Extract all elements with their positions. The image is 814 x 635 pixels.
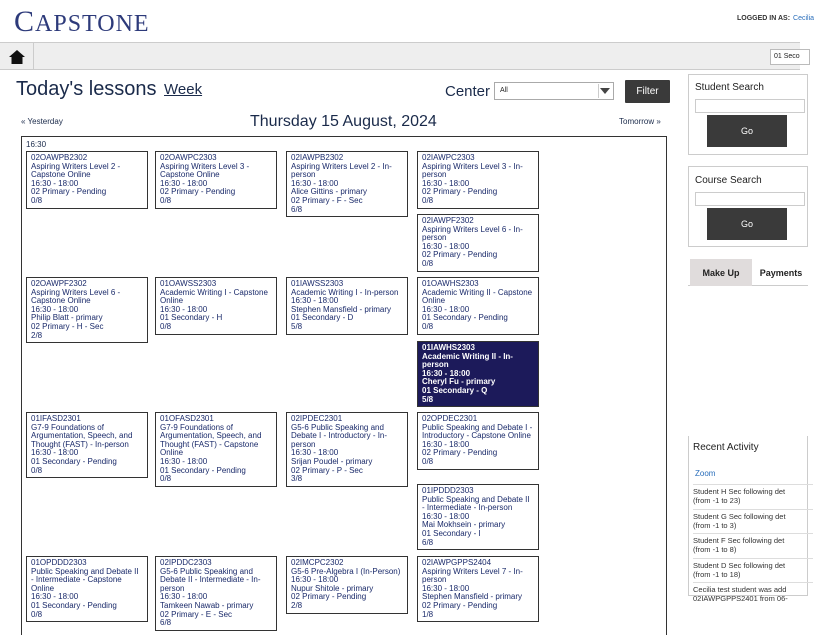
- lesson-line: G5-6 Public Speaking and Debate II - Intermediate - In-person: [160, 566, 261, 593]
- lesson-line: 16:30 - 18:00: [422, 368, 471, 378]
- tab-make-up[interactable]: Make Up: [690, 259, 752, 286]
- lesson-line: 16:30 - 18:00: [422, 304, 470, 314]
- lesson-line: 16:30 - 18:00: [422, 439, 470, 449]
- lesson-line: 1/8: [422, 609, 434, 619]
- capstone-logo[interactable]: [14, 5, 150, 39]
- lesson-line: 02 Primary - Pending: [160, 187, 236, 197]
- lesson-line: G5-6 Pre-Algebra I (In-Person): [291, 566, 401, 576]
- lesson-line: 02IAWPB2302: [291, 153, 344, 162]
- sidebar-tabs: [688, 259, 808, 286]
- nav-select[interactable]: 01 Seco: [770, 49, 810, 65]
- lesson-line: Mai Mokhsein - primary: [422, 520, 506, 530]
- lesson-card[interactable]: [286, 151, 408, 217]
- lesson-line: 01OAWSS2303: [160, 279, 217, 288]
- activity-line: (from -1 to 18): [693, 570, 741, 579]
- lesson-line: 16:30 - 18:00: [31, 304, 79, 314]
- lesson-line: 5/8: [422, 394, 434, 404]
- logo-initial: C: [14, 5, 36, 38]
- lesson-line: Academic Writing II - In-person: [422, 351, 513, 370]
- lesson-line: 02OAWPB2302: [31, 153, 88, 162]
- lesson-card[interactable]: [155, 556, 277, 631]
- lesson-line: Aspiring Writers Level 2 - Capstone Online: [31, 161, 121, 180]
- lesson-card[interactable]: [26, 151, 148, 209]
- lesson-line: 01IPDDD2303: [422, 486, 474, 495]
- center-select-value: All: [500, 87, 508, 94]
- lesson-line: Aspiring Writers Level 7 - In-person: [422, 566, 523, 585]
- lesson-card[interactable]: [286, 412, 408, 487]
- lesson-line: 02 Primary - Pending: [291, 592, 367, 602]
- lesson-line: Srijan Poudel - primary: [291, 456, 373, 466]
- lesson-line: Philip Blatt - primary: [31, 313, 103, 323]
- lesson-card[interactable]: [286, 556, 408, 614]
- page-title: Today's lessons: [16, 78, 157, 100]
- lesson-line: 16:30 - 18:00: [31, 178, 79, 188]
- lesson-line: 01OPDDD2303: [31, 558, 87, 567]
- lesson-line: 02OAWPC2303: [160, 153, 217, 162]
- tab-payments[interactable]: Payments: [759, 267, 803, 278]
- lesson-line: 0/8: [422, 321, 434, 331]
- student-search-label: Student Search: [695, 82, 764, 93]
- lesson-line: 01 Secondary - H: [160, 313, 223, 323]
- lesson-line: 02IAWPF2302: [422, 216, 474, 225]
- activity-line: 02IAWPGPPS2401 from 06-: [693, 594, 788, 603]
- lesson-line: 02 Primary - P - Sec: [291, 465, 363, 475]
- lesson-line: Aspiring Writers Level 3 - In-person: [422, 161, 523, 180]
- activity-line: (from -1 to 8): [693, 545, 737, 554]
- lesson-line: Nupur Shitole - primary: [291, 583, 374, 593]
- lesson-line: 0/8: [422, 258, 434, 268]
- lesson-card[interactable]: [286, 277, 408, 335]
- lesson-card[interactable]: [26, 412, 148, 478]
- lesson-line: 01 Secondary - D: [291, 313, 354, 323]
- lesson-line: Stephen Mansfield - primary: [291, 304, 392, 314]
- home-icon: [9, 50, 25, 64]
- select-divider: [598, 84, 599, 98]
- tomorrow-link[interactable]: Tomorrow »: [619, 117, 661, 126]
- top-bar: [0, 0, 814, 43]
- lesson-line: 6/8: [291, 204, 303, 214]
- time-slot-label: 16:30: [26, 140, 47, 149]
- zoom-link[interactable]: Zoom: [695, 469, 716, 478]
- lesson-line: G7-9 Foundations of Argumentation, Speech, and Thought (FAST) - In-person: [31, 422, 133, 449]
- student-search-input[interactable]: [695, 99, 805, 113]
- lesson-line: G5-6 Public Speaking and Debate I - Introductory - In-person: [291, 422, 388, 449]
- lesson-line: 0/8: [160, 321, 172, 331]
- lesson-line: 2/8: [291, 600, 303, 610]
- student-search-go-button[interactable]: Go: [707, 115, 787, 147]
- lesson-line: 02IPDDC2303: [160, 558, 212, 567]
- lesson-line: 02 Primary - Pending: [422, 187, 498, 197]
- activity-item: [693, 484, 813, 505]
- lesson-line: 16:30 - 18:00: [422, 241, 470, 251]
- lesson-line: 6/8: [422, 537, 434, 547]
- lesson-line: 02IAWPC2303: [422, 153, 475, 162]
- lesson-card[interactable]: [155, 277, 277, 335]
- lesson-line: Aspiring Writers Level 6 - In-person: [422, 224, 523, 243]
- lesson-line: 0/8: [31, 465, 43, 475]
- lesson-card[interactable]: [417, 484, 539, 550]
- chevron-down-icon: [600, 88, 610, 94]
- lesson-card[interactable]: [417, 341, 539, 407]
- filter-button[interactable]: Filter: [625, 80, 670, 103]
- lesson-line: Alice Gittins - primary: [291, 187, 368, 197]
- lesson-line: 02 Primary - Pending: [31, 187, 107, 197]
- activity-item: [693, 558, 813, 579]
- lesson-line: 02 Primary - E - Sec: [160, 609, 233, 619]
- lesson-line: 02 Primary - Pending: [422, 448, 498, 458]
- activity-line: Student F Sec following det: [693, 536, 785, 545]
- lesson-line: 02IAWPGPPS2404: [422, 558, 492, 567]
- week-link[interactable]: Week: [164, 81, 203, 98]
- lesson-line: Public Speaking and Debate II - Intermediate - In-person: [422, 494, 530, 513]
- lesson-line: Cheryl Fu - primary: [422, 377, 496, 387]
- lesson-line: 16:30 - 18:00: [160, 456, 208, 466]
- lesson-line: 16:30 - 18:00: [31, 448, 79, 458]
- lesson-line: 16:30 - 18:00: [422, 511, 470, 521]
- lesson-line: G7-9 Foundations of Argumentation, Speech, and Thought (FAST) - Capstone Online: [160, 422, 262, 458]
- lesson-line: 01IFASD2301: [31, 414, 81, 423]
- nav-bar: [0, 43, 800, 70]
- lesson-line: Academic Writing II - Capstone Online: [422, 287, 533, 306]
- lesson-line: 01 Secondary - Pending: [31, 600, 117, 610]
- lesson-line: 01IAWSS2303: [291, 279, 344, 288]
- lesson-card[interactable]: [417, 412, 539, 470]
- activity-line: (from -1 to 3): [693, 521, 737, 530]
- lesson-line: 2/8: [31, 330, 43, 340]
- lesson-line: 02 Primary - Pending: [422, 250, 498, 260]
- lesson-card[interactable]: [155, 412, 277, 487]
- lesson-line: 01 Secondary - Q: [422, 385, 488, 395]
- lesson-line: 6/8: [160, 618, 172, 628]
- lesson-line: 16:30 - 18:00: [31, 592, 79, 602]
- lesson-line: Aspiring Writers Level 2 - In-person: [291, 161, 392, 180]
- course-search-go-button[interactable]: Go: [707, 208, 787, 240]
- lesson-line: 02IPDEC2301: [291, 414, 343, 423]
- lesson-card[interactable]: [26, 556, 148, 622]
- lesson-card[interactable]: [417, 214, 539, 272]
- lesson-line: 0/8: [31, 609, 43, 619]
- lesson-line: 16:30 - 18:00: [422, 583, 470, 593]
- lesson-line: 16:30 - 18:00: [291, 448, 339, 458]
- lesson-line: Stephen Mansfield - primary: [422, 592, 523, 602]
- lesson-line: Aspiring Writers Level 3 - Capstone Online: [160, 161, 250, 180]
- activity-line: Student D Sec following det: [693, 561, 786, 570]
- activity-line: (from -1 to 23): [693, 496, 741, 505]
- lesson-line: 02OPDEC2301: [422, 414, 478, 423]
- course-search-input[interactable]: [695, 192, 805, 206]
- activity-line: Cecilia test student was add: [693, 585, 787, 594]
- lesson-line: 02OAWPF2302: [31, 279, 87, 288]
- lesson-line: 16:30 - 18:00: [160, 304, 208, 314]
- date-heading: Thursday 15 August, 2024: [250, 113, 437, 130]
- lesson-line: Public Speaking and Debate II - Intermediate - Capstone Online: [31, 566, 139, 593]
- lesson-line: Academic Writing I - In-person: [291, 287, 399, 297]
- logged-in-label: LOGGED IN AS:: [737, 15, 791, 22]
- lesson-line: 16:30 - 18:00: [291, 575, 339, 585]
- lesson-line: 3/8: [291, 474, 303, 484]
- activity-line: Student H Sec following det: [693, 487, 786, 496]
- user-link[interactable]: Cecilia: [793, 15, 814, 22]
- activity-item: [693, 582, 813, 603]
- lesson-line: 16:30 - 18:00: [291, 178, 339, 188]
- lesson-line: 01 Secondary - Pending: [31, 456, 117, 466]
- lesson-card[interactable]: [417, 151, 539, 209]
- lesson-line: 16:30 - 18:00: [160, 592, 208, 602]
- lesson-line: 16:30 - 18:00: [422, 178, 470, 188]
- activity-item: [693, 509, 813, 530]
- lesson-line: 0/8: [422, 456, 434, 466]
- lesson-line: 02 Primary - H - Sec: [31, 321, 104, 331]
- lesson-line: 01 Secondary - Pending: [422, 313, 508, 323]
- lesson-line: 0/8: [31, 195, 43, 205]
- lesson-line: 5/8: [291, 321, 303, 331]
- lesson-line: 02IMCPC2302: [291, 558, 344, 567]
- lesson-line: 0/8: [422, 195, 434, 205]
- lesson-line: 01 Secondary - I: [422, 528, 481, 538]
- home-button[interactable]: [0, 43, 34, 70]
- lesson-line: 16:30 - 18:00: [160, 178, 208, 188]
- lesson-line: Tamkeen Nawab - primary: [160, 600, 254, 610]
- lesson-line: 01OAWHS2303: [422, 279, 479, 288]
- recent-activity-title: Recent Activity: [693, 442, 759, 453]
- lesson-line: 01OFASD2301: [160, 414, 214, 423]
- lesson-line: Public Speaking and Debate I - Introductory - Capstone Online: [422, 422, 533, 441]
- lesson-line: Aspiring Writers Level 6 - Capstone Online: [31, 287, 121, 306]
- lesson-line: 16:30 - 18:00: [291, 296, 339, 306]
- logged-in-info: [737, 15, 814, 22]
- lesson-line: 01 Secondary - Pending: [160, 465, 246, 475]
- yesterday-link[interactable]: « Yesterday: [21, 117, 63, 126]
- lesson-line: 0/8: [160, 474, 172, 484]
- lesson-line: 02 Primary - F - Sec: [291, 195, 363, 205]
- logo-text: APSTONE: [35, 11, 150, 37]
- lesson-line: 02 Primary - Pending: [422, 600, 498, 610]
- activity-item: [693, 533, 813, 554]
- lesson-card[interactable]: [417, 277, 539, 335]
- lesson-card[interactable]: [26, 277, 148, 343]
- lesson-line: Academic Writing I - Capstone Online: [160, 287, 268, 306]
- lesson-line: 0/8: [160, 195, 172, 205]
- activity-line: Student G Sec following det: [693, 512, 786, 521]
- lesson-card[interactable]: [155, 151, 277, 209]
- center-label: Center: [445, 83, 491, 100]
- lesson-line: 01IAWHS2303: [422, 343, 475, 352]
- course-search-label: Course Search: [695, 175, 762, 186]
- lesson-card[interactable]: [417, 556, 539, 622]
- center-select[interactable]: [494, 82, 614, 100]
